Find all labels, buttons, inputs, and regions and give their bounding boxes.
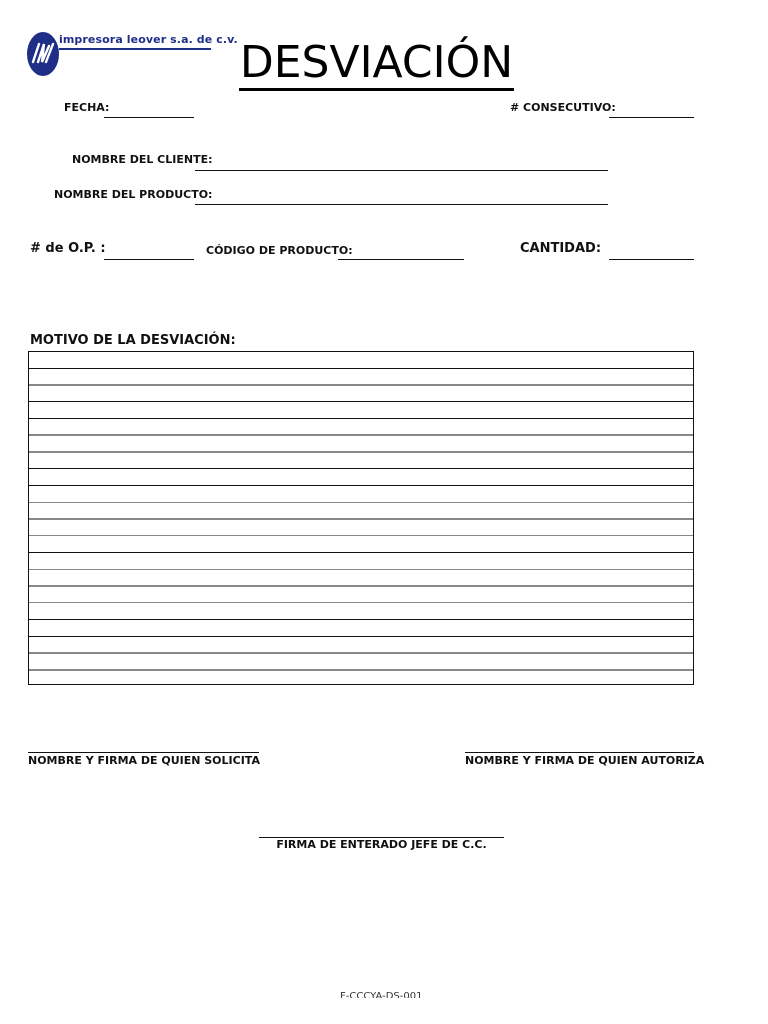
producto-field[interactable] <box>195 204 608 205</box>
op-label: # de O.P. : <box>30 241 106 256</box>
form-code: F-CCCYA-DS-001 <box>340 991 423 998</box>
cantidad-field[interactable] <box>609 259 694 260</box>
consecutivo-label: # CONSECUTIVO: <box>510 101 616 114</box>
cantidad-label: CANTIDAD: <box>520 241 602 256</box>
reason-lined-box[interactable] <box>28 351 694 685</box>
codigo-label: CÓDIGO DE PRODUCTO: <box>206 244 353 257</box>
autoriza-signature-line[interactable] <box>465 752 694 753</box>
title-text: DESVIACIÓN <box>239 37 514 91</box>
solicita-signature-label: NOMBRE Y FIRMA DE QUIEN SOLICITA <box>28 754 260 767</box>
reason-label: MOTIVO DE LA DESVIACIÓN: <box>30 333 236 348</box>
cliente-label: NOMBRE DEL CLIENTE: <box>72 153 213 166</box>
op-field[interactable] <box>104 259 194 260</box>
producto-label: NOMBRE DEL PRODUCTO: <box>54 188 213 201</box>
document-title <box>0 34 753 92</box>
codigo-field[interactable] <box>338 259 464 260</box>
company-name: impresora leover s.a. de c.v. <box>59 33 238 46</box>
solicita-signature-line[interactable] <box>28 752 259 753</box>
fecha-field[interactable] <box>104 117 194 118</box>
autoriza-signature-label: NOMBRE Y FIRMA DE QUIEN AUTORIZA <box>465 754 705 767</box>
jefe-cc-signature-label: FIRMA DE ENTERADO JEFE DE C.C. <box>276 838 487 851</box>
consecutivo-field[interactable] <box>609 117 694 118</box>
cliente-field[interactable] <box>195 170 608 171</box>
fecha-label: FECHA: <box>64 101 110 114</box>
